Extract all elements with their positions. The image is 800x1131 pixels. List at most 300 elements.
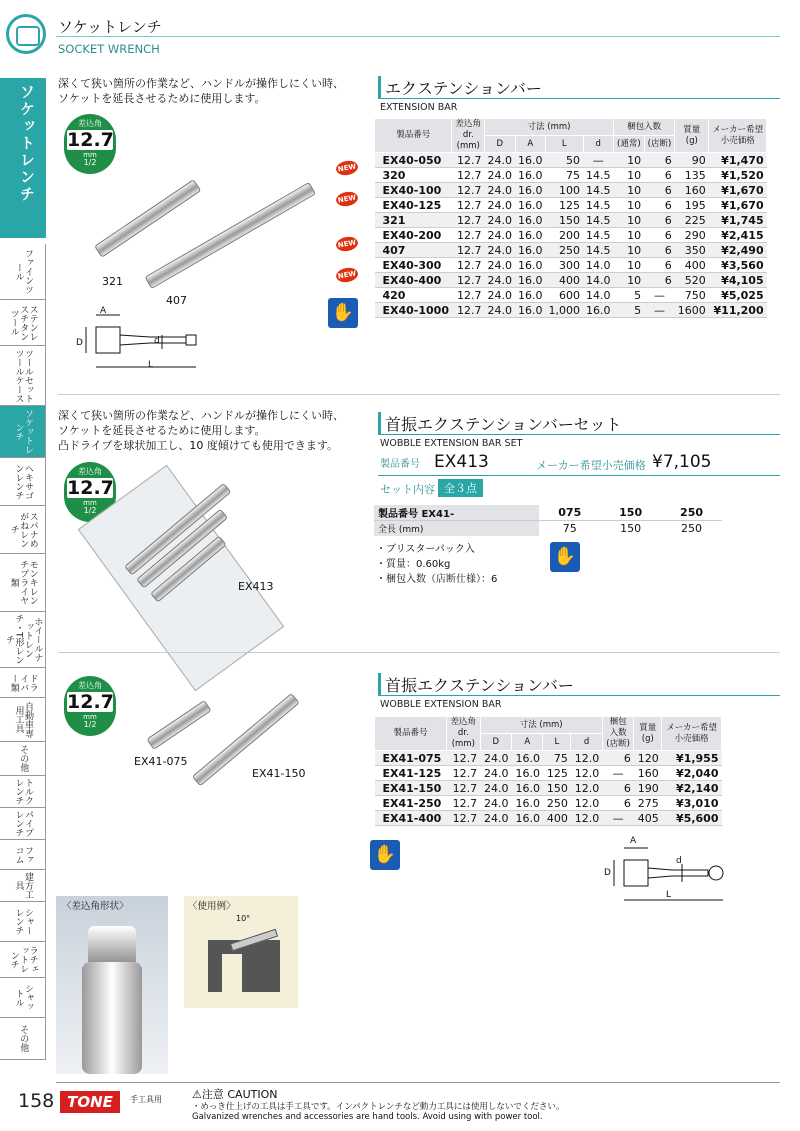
table-cell: 12.0: [571, 766, 602, 781]
table-cell: 16.0: [515, 288, 546, 303]
s3-title-en: WOBBLE EXTENSION BAR: [380, 699, 502, 710]
th-L: L: [543, 734, 571, 751]
th-size: 寸法 (mm): [485, 119, 614, 136]
table-cell: 275: [634, 796, 662, 811]
table-cell: 75: [543, 751, 571, 766]
section-divider: [58, 652, 780, 653]
table-cell: 600: [546, 288, 584, 303]
table-cell: 24.0: [485, 183, 516, 198]
table-cell: 16.0: [512, 751, 543, 766]
table-cell: EX40-125: [375, 198, 452, 213]
table-cell: ¥1,470: [709, 153, 767, 168]
badge-caption: 差込角: [78, 467, 102, 476]
table-row: [375, 303, 767, 318]
table-cell: ¥5,600: [662, 811, 722, 826]
table-cell: 6: [644, 183, 675, 198]
th-L: L: [546, 136, 584, 153]
table-cell: 400: [543, 811, 571, 826]
table-cell: —: [583, 153, 614, 168]
table-cell: 24.0: [485, 258, 516, 273]
s3-spec-table: [374, 716, 722, 826]
th-d: d: [571, 734, 602, 751]
table-cell: EX41-125: [375, 766, 447, 781]
drive-shape-photo: [56, 896, 168, 1074]
table-cell: 24.0: [485, 228, 516, 243]
sidebar-tab[interactable]: トルクレンチ: [0, 776, 46, 808]
section-divider: [58, 394, 780, 395]
s1-desc-line: ソケットを延長させるために使用します。: [58, 92, 266, 105]
table-cell: EX41-150: [375, 781, 447, 796]
s2-bullet: ・ブリスターパック入: [376, 544, 475, 555]
table-cell: 12.0: [571, 796, 602, 811]
sidebar-tab[interactable]: シャットル: [0, 978, 46, 1018]
table-cell: 407: [375, 243, 452, 258]
hand-tool-icon: ✋: [328, 298, 358, 328]
s2-title: 首振エクステンションバーセット: [378, 412, 622, 435]
s1-label-407: 407: [166, 294, 187, 307]
table-cell: 14.5: [583, 228, 614, 243]
s2-desc-line: 凸ドライブを球状加工し、10 度傾けても使用できます。: [58, 439, 338, 452]
table-cell: 16.0: [512, 781, 543, 796]
table-cell: 24.0: [480, 796, 511, 811]
sidebar-tab[interactable]: ツールセットツールケース: [0, 346, 46, 406]
s1-drive-badge: [64, 114, 116, 174]
table-cell: EX41-075: [375, 751, 447, 766]
s2-pn: EX413: [434, 452, 489, 472]
footer-divider: [56, 1082, 780, 1083]
th-wt: 質量 (g): [675, 119, 709, 153]
table-cell: —: [644, 303, 675, 318]
s1-description: [58, 76, 344, 106]
tone-logo: TONE: [60, 1091, 120, 1113]
table-row: [375, 183, 767, 198]
table-cell: 6: [644, 198, 675, 213]
table-cell: ¥2,415: [709, 228, 767, 243]
badge-inch: 1/2: [83, 506, 97, 515]
table-cell: 16.0: [512, 766, 543, 781]
s1-dim-D: D: [76, 338, 83, 348]
table-row: [375, 243, 767, 258]
table-cell: 125: [546, 198, 584, 213]
table-cell: 300: [546, 258, 584, 273]
table-cell: 750: [675, 288, 709, 303]
table-cell: 190: [634, 781, 662, 796]
caution-title: ⚠注意 CAUTION: [192, 1088, 278, 1101]
sidebar-tab[interactable]: その他: [0, 1018, 46, 1060]
s3-dim-D: D: [604, 868, 611, 878]
s1-title: エクステンションバー: [378, 76, 542, 99]
photo1-caption: 〈差込角形状〉: [62, 901, 129, 912]
s3-dim-d: d: [676, 856, 682, 866]
table-cell: 14.5: [583, 183, 614, 198]
table-cell: 16.0: [515, 243, 546, 258]
table-cell: 16.0: [583, 303, 614, 318]
table-cell: 6: [602, 781, 634, 796]
s2-len: 75: [562, 521, 577, 535]
badge-unit: mm: [83, 151, 97, 159]
s2-len: 250: [681, 521, 703, 535]
table-cell: 14.5: [583, 198, 614, 213]
th-dr: 差込角 dr. (mm): [452, 119, 485, 153]
table-cell: 24.0: [485, 288, 516, 303]
photo2-caption: 〈使用例〉: [188, 901, 236, 912]
table-cell: 50: [546, 153, 584, 168]
table-cell: 14.0: [583, 258, 614, 273]
new-badge: NEW: [335, 190, 359, 208]
header-subtitle: SOCKET WRENCH: [58, 42, 160, 56]
sidebar-tab[interactable]: スパナめがねレンチ: [0, 506, 46, 554]
table-cell: 6: [644, 228, 675, 243]
s3-dim-a: A: [630, 836, 637, 846]
s1-title-rule: [378, 98, 780, 99]
new-badge: NEW: [335, 235, 359, 253]
s2-bullet: ・質量：0.60kg: [376, 559, 451, 570]
table-cell: 6: [644, 243, 675, 258]
sidebar-tab[interactable]: パイプレンチ: [0, 808, 46, 840]
table-cell: 14.0: [583, 288, 614, 303]
table-cell: —: [602, 811, 634, 826]
table-row: [375, 796, 722, 811]
table-cell: 225: [675, 213, 709, 228]
table-cell: 16.0: [512, 811, 543, 826]
table-cell: 320: [375, 168, 452, 183]
s2-label-ex413: EX413: [238, 580, 274, 593]
badge-size: 12.7: [67, 691, 114, 713]
table-cell: —: [644, 288, 675, 303]
th-qty-store: (店断): [644, 136, 675, 153]
sidebar-tab[interactable]: ドライバー類: [0, 668, 46, 698]
table-cell: 14.5: [583, 213, 614, 228]
table-cell: 16.0: [515, 303, 546, 318]
th-D: D: [485, 136, 516, 153]
new-badge: NEW: [335, 266, 359, 284]
th-A: A: [512, 734, 543, 751]
table-cell: 135: [675, 168, 709, 183]
table-cell: 14.0: [583, 273, 614, 288]
s2-pn-label: 製品番号: [380, 459, 420, 470]
table-cell: ¥11,200: [709, 303, 767, 318]
table-cell: 16.0: [515, 183, 546, 198]
table-cell: 12.0: [571, 751, 602, 766]
table-cell: 12.0: [571, 781, 602, 796]
table-row: [375, 811, 722, 826]
table-cell: 100: [546, 183, 584, 198]
badge-caption: 差込角: [78, 119, 102, 128]
table-cell: ¥1,520: [709, 168, 767, 183]
table-cell: 75: [546, 168, 584, 183]
new-badge: NEW: [335, 159, 359, 177]
table-cell: 200: [546, 228, 584, 243]
table-cell: 16.0: [515, 213, 546, 228]
table-cell: 150: [543, 781, 571, 796]
table-row: [375, 228, 767, 243]
s3-dim-L: L: [666, 890, 672, 900]
table-row: [375, 213, 767, 228]
th-price: メーカー希望 小売価格: [662, 717, 722, 751]
badge-unit: mm: [83, 499, 97, 507]
s2-price: ¥7,105: [652, 452, 712, 472]
s1-spec-table: [374, 118, 767, 318]
table-cell: EX40-1000: [375, 303, 452, 318]
s2-set-value: 全３点: [438, 479, 483, 497]
table-cell: 12.7: [452, 258, 485, 273]
table-cell: ¥2,040: [662, 766, 722, 781]
table-cell: 6: [644, 168, 675, 183]
th-wt: 質量 (g): [634, 717, 662, 751]
table-cell: 24.0: [485, 153, 516, 168]
table-cell: 12.7: [447, 811, 481, 826]
table-cell: 24.0: [485, 243, 516, 258]
table-cell: 10: [614, 243, 645, 258]
s1-desc-line: 深くて狭い箇所の作業など、ハンドルが操作しにくい時、: [58, 77, 344, 90]
table-cell: 16.0: [515, 273, 546, 288]
table-cell: 24.0: [480, 766, 511, 781]
table-cell: 24.0: [485, 213, 516, 228]
sidebar-main-label: ソケットレンチ: [18, 84, 36, 203]
th-price: メーカー希望 小売価格: [709, 119, 767, 153]
th-dr: 差込角 dr. (mm): [447, 717, 481, 751]
s2-description: [58, 408, 344, 453]
table-row: [375, 168, 767, 183]
table-cell: 12.7: [452, 213, 485, 228]
table-cell: ¥2,490: [709, 243, 767, 258]
th-d: d: [583, 136, 614, 153]
table-cell: 321: [375, 213, 452, 228]
table-row: [375, 273, 767, 288]
table-cell: 6: [644, 153, 675, 168]
badge-size: 12.7: [67, 129, 114, 151]
table-cell: 250: [543, 796, 571, 811]
table-cell: ¥1,670: [709, 183, 767, 198]
table-cell: EX41-250: [375, 796, 447, 811]
table-cell: 24.0: [485, 198, 516, 213]
sidebar-tab[interactable]: ファコム: [0, 840, 46, 870]
table-cell: 520: [675, 273, 709, 288]
badge-inch: 1/2: [83, 720, 97, 729]
badge-unit: mm: [83, 713, 97, 721]
table-cell: 10: [614, 198, 645, 213]
table-cell: 10: [614, 273, 645, 288]
table-cell: 14.5: [583, 243, 614, 258]
table-cell: 12.7: [447, 751, 481, 766]
s2-rule: [378, 475, 780, 476]
table-cell: 16.0: [515, 258, 546, 273]
table-cell: 24.0: [480, 811, 511, 826]
sidebar-tab[interactable]: ファインツール: [0, 244, 46, 300]
table-cell: 195: [675, 198, 709, 213]
s1-label-321: 321: [102, 275, 123, 288]
table-cell: 350: [675, 243, 709, 258]
table-cell: 10: [614, 153, 645, 168]
table-row: [375, 751, 722, 766]
table-row: [375, 198, 767, 213]
sidebar-tab[interactable]: その他: [0, 742, 46, 776]
th-size: 寸法 (mm): [480, 717, 602, 734]
th-pn: 製品番号: [375, 119, 452, 153]
s2-title-en: WOBBLE EXTENSION BAR SET: [380, 438, 523, 449]
table-cell: 160: [675, 183, 709, 198]
s1-dim-d: d: [154, 336, 160, 346]
table-cell: 400: [675, 258, 709, 273]
table-cell: 290: [675, 228, 709, 243]
table-row: [375, 288, 767, 303]
table-cell: ¥3,560: [709, 258, 767, 273]
table-cell: 420: [375, 288, 452, 303]
s2-set-table: [374, 505, 722, 536]
s3-drive-badge: [64, 676, 116, 736]
s1-dim-L: L: [148, 360, 154, 370]
table-row: [375, 153, 767, 168]
table-cell: 12.7: [452, 153, 485, 168]
table-cell: 16.0: [515, 153, 546, 168]
s1-dim-a: A: [100, 306, 107, 316]
table-cell: 12.7: [447, 781, 481, 796]
sidebar-tab[interactable]: 建方工具: [0, 870, 46, 902]
table-cell: 125: [543, 766, 571, 781]
table-row: [375, 258, 767, 273]
sidebar-tab[interactable]: ラチェットレンチ: [0, 942, 46, 978]
s2-set-header: 製品番号 EX41-: [374, 505, 539, 521]
table-cell: ¥5,025: [709, 288, 767, 303]
caution-jp: ・めっき仕上げの工具は手工具です。インパクトレンチなど動力工具には使用しないでください。: [192, 1102, 565, 1112]
th-A: A: [515, 136, 546, 153]
table-cell: 120: [634, 751, 662, 766]
table-cell: ¥3,010: [662, 796, 722, 811]
table-cell: 1,000: [546, 303, 584, 318]
sidebar-tab[interactable]: ソケットレンチ: [0, 406, 46, 458]
table-cell: ¥1,745: [709, 213, 767, 228]
table-cell: 16.0: [512, 796, 543, 811]
table-cell: 16.0: [515, 168, 546, 183]
table-cell: 16.0: [515, 228, 546, 243]
table-cell: ¥1,670: [709, 198, 767, 213]
s2-col: 250: [661, 505, 722, 521]
table-cell: 12.7: [452, 198, 485, 213]
sidebar-tab[interactable]: ステンレスチタンツール: [0, 300, 46, 346]
table-cell: EX40-300: [375, 258, 452, 273]
table-cell: 400: [546, 273, 584, 288]
table-cell: EX41-400: [375, 811, 447, 826]
table-cell: 250: [546, 243, 584, 258]
th-qty-normal: (通常): [614, 136, 645, 153]
table-cell: EX40-400: [375, 273, 452, 288]
table-cell: 12.7: [452, 243, 485, 258]
table-cell: 12.7: [447, 766, 481, 781]
table-cell: 10: [614, 228, 645, 243]
table-cell: EX40-200: [375, 228, 452, 243]
sidebar-tab[interactable]: モンキレンチプライヤ類: [0, 554, 46, 612]
wobble-bar-075-image: [146, 700, 211, 750]
table-cell: 10: [614, 258, 645, 273]
table-cell: 160: [634, 766, 662, 781]
table-cell: 6: [602, 796, 634, 811]
table-cell: 24.0: [480, 751, 511, 766]
th-qty: 梱包入数: [614, 119, 675, 136]
sidebar-tab[interactable]: ヘキサゴンレンチ: [0, 458, 46, 506]
table-cell: 6: [644, 258, 675, 273]
s2-price-label: メーカー希望小売価格: [536, 459, 646, 472]
s2-desc-line: 深くて狭い箇所の作業など、ハンドルが操作しにくい時、: [58, 409, 344, 422]
extension-bar-321-image: [94, 179, 201, 258]
badge-inch: 1/2: [83, 158, 97, 167]
s3-title: 首振エクステンションバー: [378, 673, 574, 696]
s2-col: 075: [539, 505, 600, 521]
sidebar-tab[interactable]: シャーレンチ: [0, 902, 46, 942]
table-cell: 150: [546, 213, 584, 228]
table-cell: 5: [614, 303, 645, 318]
table-cell: 10: [614, 183, 645, 198]
header-title: ソケットレンチ: [58, 18, 162, 36]
table-cell: EX40-050: [375, 153, 452, 168]
socket-wrench-icon: [6, 14, 46, 54]
table-cell: ¥4,105: [709, 273, 767, 288]
caution-en: Galvanized wrenches and accessories are hand tools. Avoid using with power tool.: [192, 1112, 543, 1122]
table-cell: 1600: [675, 303, 709, 318]
table-cell: 24.0: [485, 303, 516, 318]
table-cell: 12.7: [452, 228, 485, 243]
badge-caption: 差込角: [78, 681, 102, 690]
table-cell: 12.7: [452, 303, 485, 318]
table-cell: 12.7: [452, 183, 485, 198]
table-cell: 12.0: [571, 811, 602, 826]
table-cell: EX40-100: [375, 183, 452, 198]
header-divider: [56, 36, 780, 37]
table-cell: 24.0: [485, 168, 516, 183]
table-cell: 405: [634, 811, 662, 826]
th-pn: 製品番号: [375, 717, 447, 751]
table-cell: 6: [602, 751, 634, 766]
table-cell: 90: [675, 153, 709, 168]
s2-title-rule: [378, 434, 780, 435]
table-cell: 24.0: [480, 781, 511, 796]
hand-tool-icon: ✋: [370, 840, 400, 870]
table-cell: ¥1,955: [662, 751, 722, 766]
sidebar-tab[interactable]: ホイールナットレンチ・T形レンチ: [0, 612, 46, 668]
table-cell: 12.7: [452, 288, 485, 303]
table-cell: 14.5: [583, 168, 614, 183]
hand-tool-icon: ✋: [550, 542, 580, 572]
sidebar-tab[interactable]: 自動車専用工具: [0, 698, 46, 742]
hand-tool-use-label: 手工具用: [130, 1095, 162, 1104]
s2-bullets: [376, 542, 497, 587]
table-row: [375, 781, 722, 796]
table-cell: 12.7: [452, 273, 485, 288]
th-qty: 梱包 入数 (店断): [602, 717, 634, 751]
s2-desc-line: ソケットを延長させるために使用します。: [58, 424, 266, 437]
usage-angle: 10°: [236, 914, 251, 923]
table-cell: —: [602, 766, 634, 781]
table-cell: 16.0: [515, 198, 546, 213]
table-cell: 12.7: [447, 796, 481, 811]
s3-label-150: EX41-150: [252, 767, 306, 780]
table-cell: 24.0: [485, 273, 516, 288]
s1-title-en: EXTENSION BAR: [380, 102, 458, 113]
usage-example-illustration: [184, 896, 298, 1008]
s2-len: 150: [620, 521, 642, 535]
s2-set-label: セット内容: [380, 483, 435, 496]
page-number: 158: [18, 1090, 55, 1112]
table-cell: 10: [614, 213, 645, 228]
table-cell: 6: [644, 213, 675, 228]
table-cell: 6: [644, 273, 675, 288]
table-cell: ¥2,140: [662, 781, 722, 796]
table-row: [375, 766, 722, 781]
s2-len-header: 全長 (mm): [374, 521, 539, 536]
table-cell: 10: [614, 168, 645, 183]
s1-dimension-diagram: [70, 305, 210, 380]
table-cell: 12.7: [452, 168, 485, 183]
s2-col: 150: [600, 505, 661, 521]
